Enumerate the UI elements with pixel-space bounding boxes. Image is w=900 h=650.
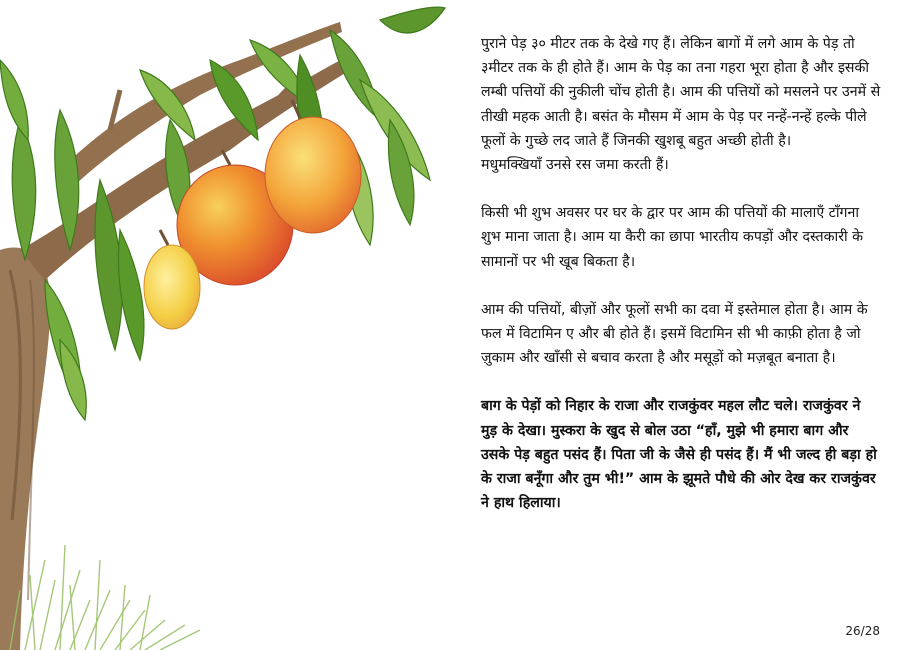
page-number: 26/28	[845, 624, 880, 638]
grass	[10, 545, 200, 650]
tree-trunk	[0, 248, 51, 650]
mango-small-yellow	[144, 245, 200, 329]
story-text	[481, 32, 881, 539]
mango-large-right	[265, 117, 361, 233]
paragraph-4: आम की पत्तियों, बीज़ों और फूलों सभी का दवा में इस्तेमाल होता है। आम के फल में विटामिन ए और बी होते हैं। इसमें विटामिन सी भी काफ़ी होता है जो ज़ुकाम और खाँसी से बचाव करता है और मसूड़ों को मज़बूत बनाता है।	[481, 301, 868, 367]
paragraph-3: किसी भी शुभ अवसर पर घर के द्वार पर आम की पत्तियों की मालाएँ टाँगना शुभ माना जाता है। आम या कैरी का छापा भारतीय कपड़ों और दस्तकारी के सामानों पर भी खूब बिकता है।	[481, 205, 864, 270]
paragraph-1: पुराने पेड़ ३० मीटर तक के देखे गए हैं। लेकिन बागों में लगे आम के पेड़ तो ३मीटर तक के ही होते हैं। आम के पेड़ का तना गहरा भूरा होता है और इसकी लम्बी पत्तियों की नुकीली चोंच होती है। आम की पत्तियों को मसलने पर उनमें से तीखी महक आती है। बसंत के मौसम में आम के पेड़ पर नन्हें-नन्हें हल्के पीले फूलों के गुच्छे लद जाते हैं जिनकी खुशबू बहुत अच्छी होती है।	[481, 36, 881, 149]
paragraph-2: मधुमक्खियाँ उनसे रस जमा करती हैं।	[481, 157, 669, 174]
paragraph-5: बाग के पेड़ों को निहार के राजा और राजकुंवर महल लौट चले। राजकुंवर ने मुड़ के देखा। मुस्करा के खुद से बोल उठा “हाँ, मुझे भी हमारा बाग और उसके पेड़ बहुत पसंद हैं। पिता जी के जैसे ही पसंद हैं। मैं भी जल्द ही बड़ा हो के राजा बनूँगा और तुम भी!” आम के झूमते पौधे की ओर देख कर राजकुंवर ने हाथ हिलाया।	[481, 398, 877, 512]
